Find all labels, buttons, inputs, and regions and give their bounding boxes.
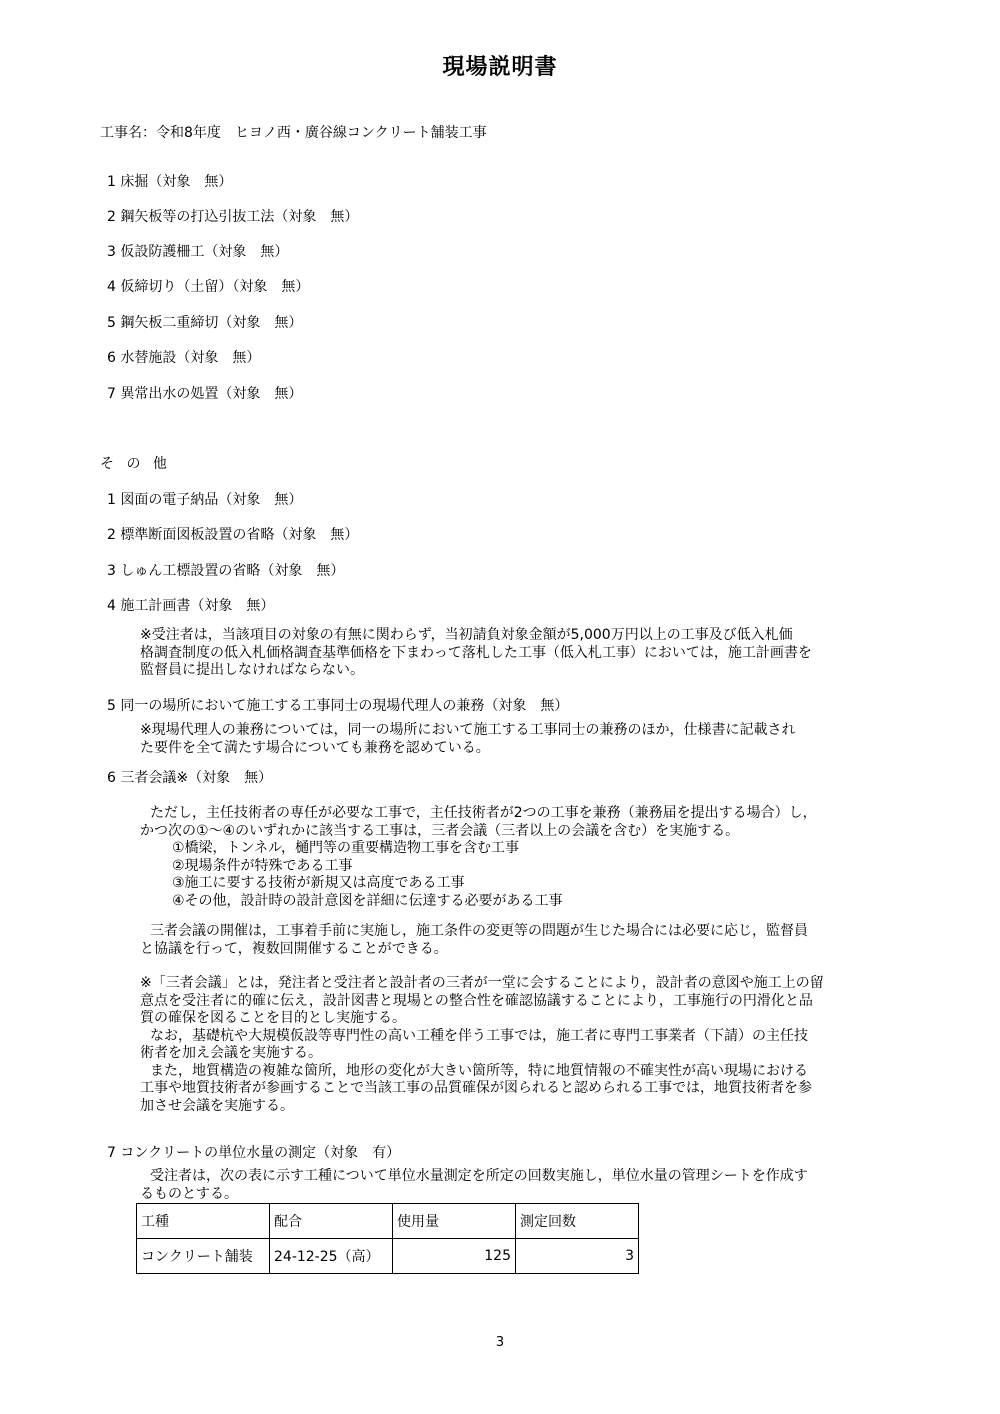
table-header-cell: 配合 xyxy=(270,1204,393,1239)
table-cell: コンクリート舗装 xyxy=(137,1239,270,1274)
list-item: 7 異常出水の処置（対象 無） xyxy=(107,386,303,402)
list-item: 1 図面の電子納品（対象 無） xyxy=(107,492,303,508)
note-tripartite-definition: ※「三者会議」とは，発注者と受注者と設計者の三者が一堂に会することにより，設計者の意図や施工上の留 意点を受注者に的確に伝え，設計図書と現場との整合性を確認協議することにより，工事施行の円滑化と品 質の確保を図ることを目的とし実施する。 なお，基礎杭や大規模仮設等専門性の高い工種を伴う工事では，施工者に専門工事業者（下請）の主任技 術者を加え会議を実施する。 また，地質構造の複雑な箇所，地形の変化が大きい箇所等，特に地質情報の不確実性が高い現場における 工事や地質技術者が参画することで当該工事の品質確保が図られると認められる工事では，地質技術者を参 加させ会議を実施する。 xyxy=(140,975,824,1114)
project-name: 工事名：令和8年度 ヒヨノ西・廣谷線コンクリート舗装工事 xyxy=(100,125,487,141)
table-header-cell: 工種 xyxy=(137,1204,270,1239)
note-tripartite-conditions: ただし，主任技術者の専任が必要な工事で，主任技術者が2つの工事を兼務（兼務届を提出する場合）し， かつ次の①～④のいずれかに該当する工事は，三者会議（三者以上の会議を含む）を実施する。 xyxy=(140,805,817,839)
section-heading-other: そ の 他 xyxy=(100,456,171,472)
note-construction-plan: ※受注者は，当該項目の対象の有無に関わらず，当初請負対象金額が5,000万円以上の工事及び低入札価 格調査制度の低入札価格調査基準価格を下まわって落札した工事（低入札工事）においては，施工計画書を 監督員に提出しなければならない。 xyxy=(140,627,812,678)
list-item: 7 コンクリートの単位水量の測定（対象 有） xyxy=(107,1145,401,1161)
table-cell: 125 xyxy=(393,1239,516,1274)
table-header-cell: 測定回数 xyxy=(516,1204,639,1239)
list-item: 1 床掘（対象 無） xyxy=(107,174,233,190)
measurement-table xyxy=(136,1203,639,1274)
list-item: 2 標準断面図板設置の省略（対象 無） xyxy=(107,527,359,543)
table-cell: 24-12-25（高） xyxy=(270,1239,393,1274)
table-cell: 3 xyxy=(516,1239,639,1274)
note-site-agent: ※現場代理人の兼務については，同一の場所において施工する工事同士の兼務のほか，仕様書に記載され た要件を全て満たす場合についても兼務を認めている。 xyxy=(140,722,796,756)
table-header-row xyxy=(137,1204,639,1239)
list-item: 6 三者会議※（対象 無） xyxy=(107,770,273,786)
note-tripartite-list: ①橋梁，トンネル，樋門等の重要構造物工事を含む工事 ②現場条件が特殊である工事 ③施工に要する技術が新規又は高度である工事 ④その他，設計時の設計意図を詳細に伝達する必要がある工事 xyxy=(172,840,563,909)
list-item: 3 仮設防護柵工（対象 無） xyxy=(107,244,289,260)
table-row xyxy=(137,1239,639,1274)
list-item: 4 施工計画書（対象 無） xyxy=(107,598,275,614)
list-item: 5 同一の場所において施工する工事同士の現場代理人の兼務（対象 無） xyxy=(107,698,569,714)
page-number: 3 xyxy=(495,1335,505,1350)
note-water-content: 受注者は，次の表に示す工種について単位水量測定を所定の回数実施し，単位水量の管理シートを作成す るものとする。 xyxy=(140,1168,808,1202)
list-item: 2 鋼矢板等の打込引抜工法（対象 無） xyxy=(107,209,359,225)
page-title: 現場説明書 xyxy=(442,55,558,80)
list-item: 6 水替施設（対象 無） xyxy=(107,350,261,366)
table-header-cell: 使用量 xyxy=(393,1204,516,1239)
note-tripartite-schedule: 三者会議の開催は，工事着手前に実施し，施工条件の変更等の問題が生じた場合には必要に応じ，監督員 と協議を行って，複数回開催することができる。 xyxy=(140,923,808,957)
list-item: 4 仮締切り（土留）（対象 無） xyxy=(107,279,310,295)
list-item: 3 しゅん工標設置の省略（対象 無） xyxy=(107,563,345,579)
list-item: 5 鋼矢板二重締切（対象 無） xyxy=(107,315,303,331)
